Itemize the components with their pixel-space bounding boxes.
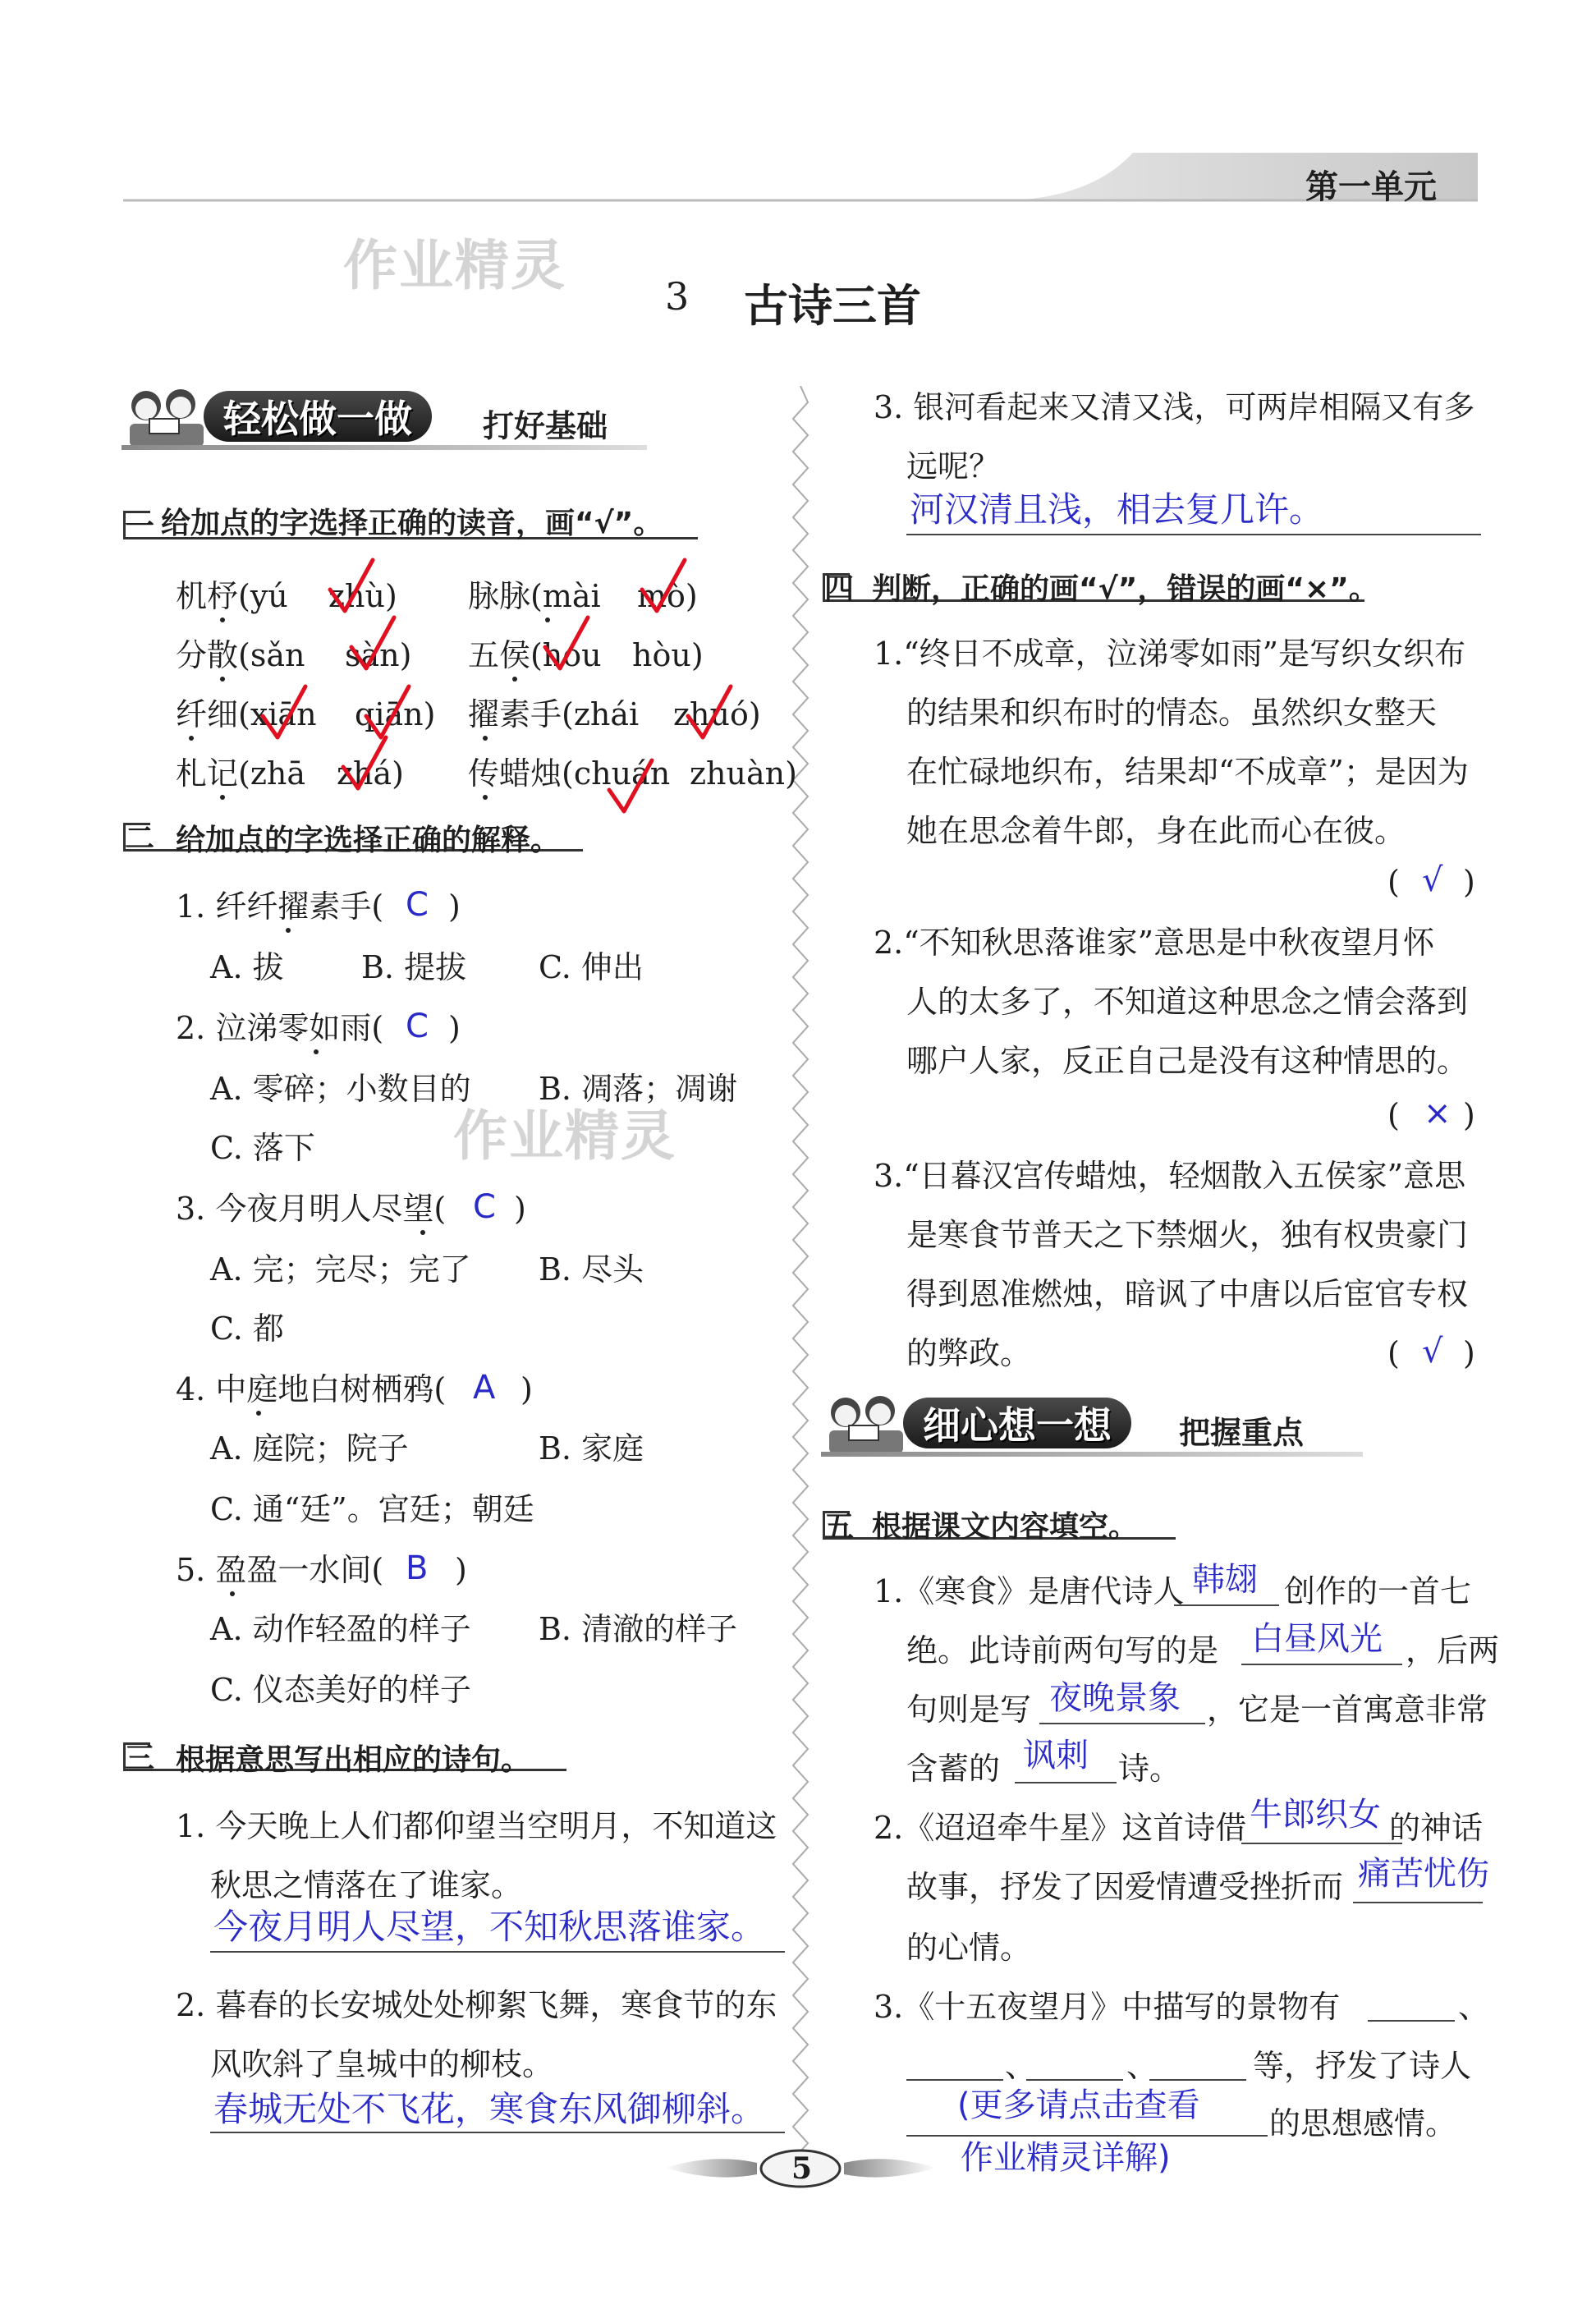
section-4-title: 判断，正确的画“√”，错误的画“×”。: [872, 572, 1378, 606]
s1-row1-right-b: mò): [637, 578, 698, 614]
s5-q2-part-a: 2.《迢迢牵牛星》这首诗借: [874, 1810, 1247, 1846]
s4-q3-line3: 得到恩准燃烛，暗讽了中唐以后宦官专权: [906, 1276, 1469, 1312]
page-number: 5: [791, 2151, 813, 2186]
lesson-number: 3: [665, 274, 690, 319]
banner-basic: [122, 386, 663, 468]
s3-q2-line2: 风吹斜了皇城中的柳枝。: [210, 2046, 554, 2082]
s5-q2-answer-2: 痛苦忧伤: [1358, 1855, 1489, 1893]
s5-q3-blank-4: [1149, 2079, 1246, 2081]
s5-q2-part-b: 的神话: [1389, 1810, 1484, 1846]
s3-q1-answer-line: [210, 1951, 785, 1953]
banner-key-points-ribbon: [903, 1398, 1131, 1448]
banner-basic-base: [122, 445, 647, 450]
s1-row2-left-b: sàn): [345, 637, 412, 673]
section-3-title: 根据意思写出相应的诗句。: [176, 1743, 531, 1777]
banner-key-points: [821, 1393, 1379, 1475]
s5-q1-part-h: 诗。: [1118, 1751, 1181, 1787]
s5-q2-blank-1: [1241, 1843, 1402, 1844]
s2-q2-close: ): [448, 1010, 461, 1046]
s4-q1-paren-close: ): [1463, 864, 1475, 900]
s5-q1-answer-1: 韩翃: [1192, 1561, 1258, 1599]
s1-row2-right-b: hòu): [632, 637, 704, 673]
s5-q1-part-f: ，它是一首寓意非常: [1207, 1692, 1488, 1728]
emphasis-dot: [220, 677, 225, 682]
s4-q3-line4: 的弊政。: [906, 1335, 1032, 1371]
s2-q2-option-b: B. 凋落；凋谢: [539, 1071, 738, 1107]
s5-q3-part-a: 3.《十五夜望月》中描写的景物有: [874, 1989, 1341, 2025]
emphasis-dot: [230, 1591, 235, 1596]
s2-q5-answer: B: [406, 1549, 429, 1587]
s4-q1-line1: 1.“终日不成章，泣涕零如雨”是写织女织布: [874, 636, 1466, 672]
unit-label: 第一单元: [1305, 168, 1437, 206]
s5-q1-blank-2: [1241, 1664, 1402, 1665]
s1-row3-left-a: 纤细(xiān: [176, 696, 317, 732]
emphasis-dot: [220, 617, 225, 622]
s4-q1-line3: 在忙碌地织布，结果却“不成章”；是因为: [906, 754, 1469, 790]
s1-row4-left-a: 札记(zhā: [176, 755, 305, 792]
s2-q5-option-c: C. 仪态美好的样子: [210, 1672, 471, 1708]
s2-q4-option-a: A. 庭院；院子: [210, 1430, 409, 1467]
check-mark-icon: [542, 616, 591, 673]
s2-q5-close: ): [455, 1552, 467, 1588]
emphasis-dot: [483, 736, 488, 741]
s4-q2-answer: ×: [1424, 1095, 1452, 1132]
s4-q3-line1: 3.“日暮汉宫传蜡烛，轻烟散入五侯家”意思: [874, 1158, 1466, 1194]
banner-basic-title: 轻松做一做: [223, 397, 412, 441]
s1-row2-left-a: 分散(sǎn: [176, 637, 305, 673]
s2-q2-text: 2. 泣涕零如雨(: [176, 1010, 384, 1046]
s1-row3-left-b: qiān): [355, 696, 436, 732]
s4-q2-line2: 人的太多了，不知道这种思念之情会落到: [906, 984, 1469, 1020]
s1-row3-right-a: 擢素手(zhái: [468, 696, 640, 732]
emphasis-dot: [483, 795, 488, 800]
s1-row4-right-a: 传蜡烛(chuán: [468, 755, 671, 792]
lesson-title: 古诗三首: [744, 279, 921, 332]
watermark-top: 作业精灵: [343, 234, 566, 297]
s2-q2-option-a: A. 零碎；小数目的: [210, 1071, 471, 1107]
s5-q1-answer-4: 讽刺: [1023, 1737, 1089, 1774]
section-1-number: 一: [125, 510, 155, 544]
emphasis-dot: [189, 736, 194, 741]
s3-q3-answer: 河汉清且浅，相去复几许。: [910, 489, 1324, 530]
s5-q1-part-d: ，后两: [1406, 1632, 1500, 1669]
s4-q1-answer: √: [1422, 861, 1443, 899]
s2-q3-close: ): [514, 1191, 526, 1227]
s5-q3-part-b: 等，抒发了诗人: [1253, 2048, 1472, 2084]
s2-q4-option-b: B. 家庭: [539, 1430, 644, 1467]
s3-q1-line1: 1. 今天晚上人们都仰望当空明月，不知道这: [176, 1808, 777, 1844]
check-mark-icon: [363, 685, 412, 742]
s2-q3-text: 3. 今夜月明人尽望(: [176, 1191, 447, 1227]
s1-row2-right-a: 五侯(hóu: [468, 637, 602, 673]
section-2-number: 二: [125, 822, 155, 856]
s5-q1-part-c: 绝。此诗前两句写的是: [906, 1632, 1219, 1669]
s4-q1-line4: 她在思念着牛郎，身在此而心在彼。: [906, 813, 1406, 849]
s3-q3-line1: 3. 银河看起来又清又浅，可两岸相隔又有多: [874, 389, 1475, 425]
s2-q1-answer: C: [406, 886, 429, 924]
s2-q4-answer: A: [473, 1369, 496, 1407]
check-mark-icon: [685, 685, 734, 742]
s5-q3-note-line1: (更多请点击查看: [957, 2086, 1200, 2124]
s1-row1-right-a: 脉脉(mài: [468, 578, 601, 614]
check-mark-icon: [340, 736, 389, 793]
s4-q2-paren-close: ): [1463, 1097, 1475, 1133]
s2-q4-option-c: C. 通“廷”。宫廷；朝廷: [210, 1491, 534, 1527]
s4-q1-line2: 的结果和织布时的情态。虽然织女整天: [906, 695, 1438, 731]
s3-q3-line2: 远呢？: [906, 448, 1001, 484]
s2-q5-text: 5. 盈盈一水间(: [176, 1552, 384, 1588]
check-mark-icon: [259, 685, 309, 742]
check-mark-icon: [348, 616, 397, 673]
s2-q4-close: ): [521, 1371, 533, 1407]
check-mark-icon: [639, 558, 688, 616]
s4-q3-paren-close: ): [1463, 1335, 1475, 1371]
s4-q2-line1: 2.“不知秋思落谁家”意思是中秋夜望月怀: [874, 925, 1435, 961]
s3-q3-answer-line: [906, 534, 1481, 535]
s5-q3-blank-3: [1026, 2079, 1123, 2081]
section-4-number: 四: [824, 572, 855, 606]
s5-q3-part-c: 的思想感情。: [1269, 2105, 1457, 2141]
s3-q2-answer: 春城无处不飞花，寒食东风御柳斜。: [213, 2089, 766, 2129]
s2-q1-option-c: C. 伸出: [539, 949, 644, 985]
column-divider: [788, 386, 813, 2160]
s4-q3-answer: √: [1422, 1333, 1443, 1370]
s3-q1-answer: 今夜月明人尽望，不知秋思落谁家。: [213, 1907, 766, 1947]
banner-basic-subtitle: 打好基础: [483, 408, 608, 444]
s1-row1-left-b: zhù): [328, 578, 397, 614]
s3-q2-answer-line: [210, 2132, 785, 2133]
s5-q3-blank-5: [906, 2135, 1268, 2137]
banner-basic-ribbon: [204, 391, 432, 442]
banner-key-points-base: [821, 1452, 1363, 1457]
s4-q1-paren-open: (: [1387, 864, 1400, 900]
emphasis-dot: [220, 795, 225, 800]
s1-row4-left-b: zhá): [337, 755, 404, 792]
s2-q1-option-a: A. 拔: [210, 949, 284, 985]
s4-q3-line2: 是寒食节普天之下禁烟火，独有权贵豪门: [906, 1217, 1469, 1253]
s1-row1-left-a: 机杼(yú: [176, 578, 288, 614]
check-mark-icon: [327, 558, 376, 616]
emphasis-dot: [420, 1230, 425, 1235]
s2-q1-text: 1. 纤纤擢素手(: [176, 888, 384, 925]
watermark-middle: 作业精灵: [453, 1104, 676, 1168]
s5-q3-note-line2: 作业精灵详解): [961, 2139, 1171, 2177]
s2-q1-close: ): [448, 888, 461, 925]
s2-q1-option-b: B. 提拔: [361, 949, 467, 985]
section-3-number: 三: [125, 1742, 155, 1775]
s3-q2-line1: 2. 暮春的长安城处处柳絮飞舞，寒食节的东: [176, 1987, 777, 2023]
s2-q3-option-c: C. 都: [210, 1311, 284, 1347]
s1-row4-right-b: zhuàn): [690, 755, 797, 792]
s2-q5-option-a: A. 动作轻盈的样子: [210, 1611, 471, 1647]
s5-q1-answer-3: 夜晚景象: [1049, 1679, 1181, 1717]
s5-q2-part-c: 故事，抒发了因爱情遭受挫折而: [906, 1869, 1344, 1905]
s5-q3-sep-3: 、: [1126, 2048, 1158, 2084]
s5-q1-part-b: 创作的一首七: [1284, 1573, 1472, 1609]
s5-q1-blank-4: [1015, 1782, 1117, 1783]
s5-q3-blank-1: [1368, 2020, 1455, 2022]
header-bar-graphic: [123, 146, 1478, 204]
s5-q2-blank-2: [1353, 1902, 1483, 1903]
section-5-title: 根据课文内容填空。: [872, 1510, 1139, 1544]
s5-q1-answer-2: 白昼风光: [1251, 1620, 1383, 1658]
s5-q1-part-e: 句则是写: [906, 1692, 1032, 1728]
section-2-title: 给加点的字选择正确的解释。: [176, 824, 561, 857]
s2-q3-option-b: B. 尽头: [539, 1251, 644, 1288]
s4-q2-paren-open: (: [1387, 1097, 1400, 1133]
s5-q1-part-g: 含蓄的: [906, 1751, 1001, 1787]
s3-q1-line2: 秋思之情落在了谁家。: [210, 1867, 523, 1903]
s2-q3-option-a: A. 完；完尽；完了: [210, 1251, 471, 1288]
s5-q3-sep-2: 、: [1005, 2048, 1037, 2084]
s5-q1-part-a: 1.《寒食》是唐代诗人: [874, 1573, 1185, 1609]
emphasis-dot: [286, 928, 291, 933]
check-mark-icon: [606, 759, 655, 816]
s5-q3-sep-1: 、: [1458, 1989, 1490, 2025]
section-1-title: 给加点的字选择正确的读音，画“√”。: [161, 507, 663, 540]
emphasis-dot: [512, 677, 517, 682]
s2-q2-option-c: C. 落下: [210, 1130, 315, 1166]
section-5-number: 五: [824, 1510, 855, 1544]
s5-q1-blank-1: [1174, 1604, 1279, 1606]
s2-q4-text: 4. 中庭地白树栖鸦(: [176, 1371, 447, 1407]
banner-key-points-title: 细心想一想: [923, 1403, 1112, 1448]
s5-q2-answer-1: 牛郎织女: [1250, 1796, 1381, 1834]
s4-q2-line3: 哪户人家，反正自己是没有这种情思的。: [906, 1043, 1469, 1079]
s4-q3-paren-open: (: [1387, 1335, 1400, 1371]
s2-q2-answer: C: [406, 1008, 429, 1045]
s5-q2-part-d: 的心情。: [906, 1930, 1032, 1966]
s1-row3-right-b: zhuó): [673, 696, 761, 732]
emphasis-dot: [314, 1049, 319, 1054]
s5-q3-blank-2: [906, 2079, 1003, 2081]
s2-q3-answer: C: [473, 1188, 496, 1226]
header-bar: [123, 146, 1478, 204]
s5-q1-blank-3: [1039, 1723, 1205, 1724]
banner-key-points-subtitle: 把握重点: [1179, 1415, 1305, 1451]
s2-q5-option-b: B. 清澈的样子: [539, 1611, 738, 1647]
emphasis-dot: [256, 1411, 261, 1416]
